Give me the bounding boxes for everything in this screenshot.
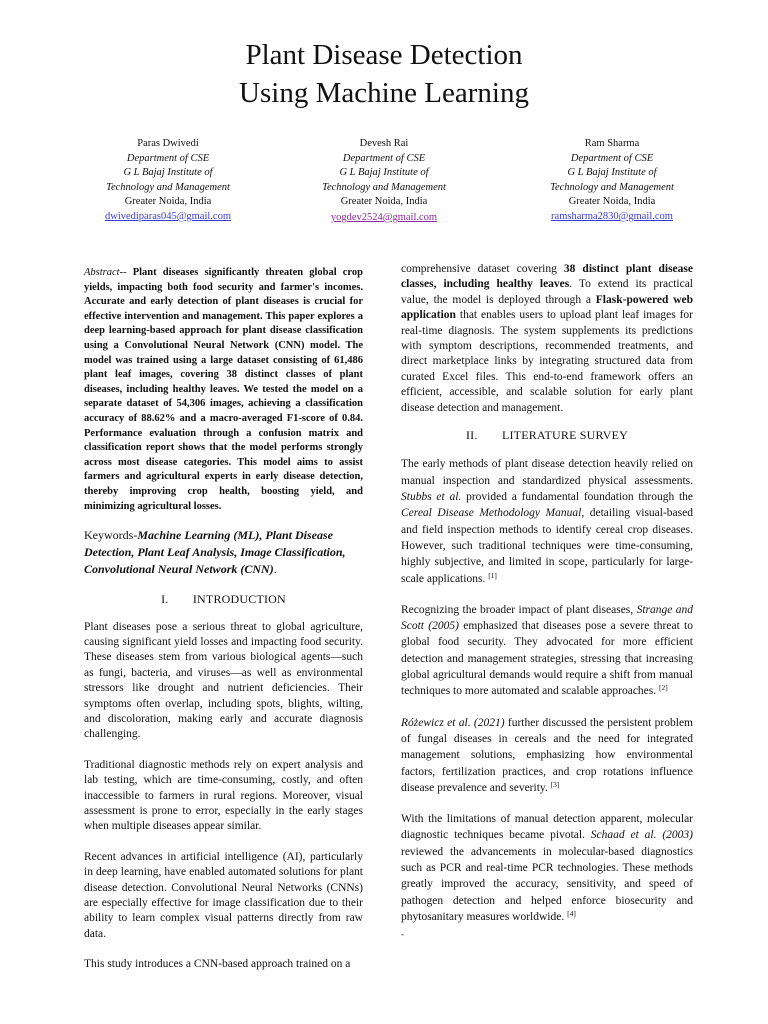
- book-title: Cereal Disease Methodology Manual: [401, 507, 582, 520]
- abstract-lead: Abstract--: [84, 267, 127, 278]
- literature-paragraph: [401, 602, 693, 700]
- text-run: Recognizing the broader impact of plant diseases,: [401, 603, 637, 616]
- title-line-2: Using Machine Learning: [239, 77, 529, 109]
- intro-paragraph: This study introduces a CNN-based approach trained on a: [84, 958, 351, 971]
- citation-author: Różewicz et al. (2021): [401, 716, 505, 729]
- bold-run: 38 distinct plant disease classes, including healthy leaves: [401, 263, 693, 291]
- abstract-body: Plant diseases significantly threaten global crop yields, impacting both food security and farmer's incomes. Accurate and early detection of plant diseases is crucial for effective intervention and management. This paper explores a deep learning-based approach for plant disease classification using a Convolutional Neural Network (CNN) model. The model was trained using a large dataset consisting of 61,486 plant leaf images, covering 38 distinct classes of plant diseases, including healthy leaves. We tested the model on a separate dataset of 54,306 images, achieving a classification accuracy of 88.62% and a macro-averaged F1-score of 0.84. Performance evaluation through a confusion matrix and classification report shows that the model performs strongly across most disease categories. This model aims to assist farmers and agricultural experts in early disease detection, thereby improving crop health, boosting yield, and minimizing agricultural losses.: [84, 267, 363, 512]
- author-department: Department of CSE: [570, 152, 654, 164]
- left-column: [84, 266, 363, 973]
- keywords: [84, 527, 363, 578]
- literature-paragraph: [401, 811, 693, 925]
- text-run: , detailing visual-based and field inspection methods to identify cereal crop diseases. However, such traditional techniques were time-consuming, highly subjective, and limited in scope, particularly for large-scale applications.: [401, 507, 693, 585]
- author-institute: Technology and Management: [322, 181, 446, 193]
- intro-paragraph: Traditional diagnostic methods rely on expert analysis and lab testing, which are time-consuming, costly, and often inaccessible to farmers in rural regions. Moreover, visual assessment is prone to error, especially in the early stages when multiple diseases appear similar.: [84, 758, 363, 833]
- author-email-link[interactable]: ramsharma2830@gmail.com: [551, 210, 673, 222]
- intro-paragraph: Plant diseases pose a serious threat to global agriculture, causing significant yield losses and impacting food security. These diseases stem from various biological agents—such as fungi, bacteria, and viruses—as well as environmental stressors like drought and nutrient deficiencies. Their symptoms often overlap, including spots, blights, wilting, and discoloration, making early and accurate diagnosis challenging.: [84, 620, 363, 741]
- author-department: Department of CSE: [126, 152, 210, 164]
- citation-author: Schaad et al. (2003): [590, 829, 693, 842]
- author-city: Greater Noida, India: [124, 196, 212, 208]
- literature-paragraph: [401, 456, 693, 586]
- keywords-lead: Keywords-: [84, 528, 138, 543]
- author-email-link[interactable]: yogdev2524@gmail.com: [330, 211, 438, 223]
- text-run: emphasized that diseases pose a severe threat to global food security. They advocated for more efficient detection and management strategies, stressing that increasing global agricultural demands would require a shift from manual techniques to more automated and scalable approaches.: [401, 620, 694, 698]
- author-institute: G L Bajaj Institute of: [567, 167, 657, 179]
- section-heading-literature-survey: II. LITERATURE SURVEY: [465, 428, 629, 443]
- author-city: Greater Noida, India: [340, 196, 428, 208]
- author-institute: Technology and Management: [106, 181, 230, 193]
- citation-author: Stubbs et al.: [401, 491, 462, 504]
- intro-paragraph: Recent advances in artificial intelligence (AI), particularly in deep learning, have enabled automated solutions for plant disease detection. Convolutional Neural Networks (CNNs) are especially effective for image classification due to their ability to learn complex visual patterns directly from raw data.: [84, 850, 363, 940]
- keywords-terms: Machine Learning (ML), Plant Disease Detection, Plant Leaf Analysis, Image Classification, Convolutional Neural Network (CNN): [84, 528, 346, 577]
- intro-continued-paragraph: [401, 262, 693, 416]
- author-1: [68, 137, 268, 225]
- reference-marker: [3]: [550, 779, 560, 789]
- bold-run: Flask-powered web application: [401, 293, 693, 322]
- text-run: comprehensive dataset covering: [401, 263, 564, 275]
- author-city: Greater Noida, India: [568, 196, 656, 208]
- author-2: [284, 137, 484, 226]
- reference-marker: [2]: [659, 683, 668, 693]
- text-run: further discussed the persistent problem of fungal diseases in cereals and the need for integrated management solutions, emphasizing how environmental factors, fertilization practices, and crop rotations influence disease prevalence and severity.: [401, 716, 693, 794]
- text-run: reviewed the advancements in molecular-based diagnostics such as PCR and real-time PCR technologies. These methods greatly improved the accuracy, sensitivity, and speed of pathogen detection and helped enforce biosecurity and phytosanitary measures worldwide.: [401, 845, 693, 923]
- literature-paragraph: [401, 715, 693, 796]
- section-heading-introduction: I. INTRODUCTION: [161, 592, 286, 607]
- text-run: provided a fundamental foundation through the: [461, 491, 694, 504]
- citation-author: Strange and Scott (2005): [401, 603, 693, 633]
- author-email-link[interactable]: dwivediparas045@gmail.com: [104, 210, 231, 222]
- reference-marker: [1]: [488, 570, 497, 580]
- author-3: [512, 137, 712, 225]
- author-institute: G L Bajaj Institute of: [339, 167, 429, 179]
- paper-title: [0, 36, 768, 112]
- author-institute: Technology and Management: [550, 181, 674, 193]
- title-line-1: Plant Disease Detection: [245, 39, 523, 71]
- author-name: Devesh Rai: [359, 138, 409, 149]
- right-column: [401, 262, 693, 943]
- author-name: Ram Sharma: [584, 138, 640, 149]
- abstract: [84, 266, 363, 514]
- trailing-mark: -: [401, 929, 404, 940]
- text-run: With the limitations of manual detection apparent, molecular diagnostic techniques became pivotal.: [401, 813, 693, 842]
- author-name: Paras Dwivedi: [137, 138, 199, 149]
- reference-marker: [4]: [567, 908, 576, 918]
- text-run: . To extend its practical value, the model is deployed through a: [401, 278, 693, 306]
- author-institute: G L Bajaj Institute of: [123, 167, 213, 179]
- author-department: Department of CSE: [342, 152, 426, 164]
- text-run: The early methods of plant disease detection heavily relied on manual inspection and standardized physical assessments.: [401, 458, 693, 487]
- keywords-end: .: [273, 562, 277, 577]
- text-run: that enables users to upload plant leaf images for real-time diagnosis. The system supplements its predictions with symptom descriptions, recommended treatments, and direct marketplace links by integrating structured data from curated Excel files. This end-to-end framework offers an efficient, accessible, and scalable solution for early plant disease detection and management.: [401, 309, 693, 414]
